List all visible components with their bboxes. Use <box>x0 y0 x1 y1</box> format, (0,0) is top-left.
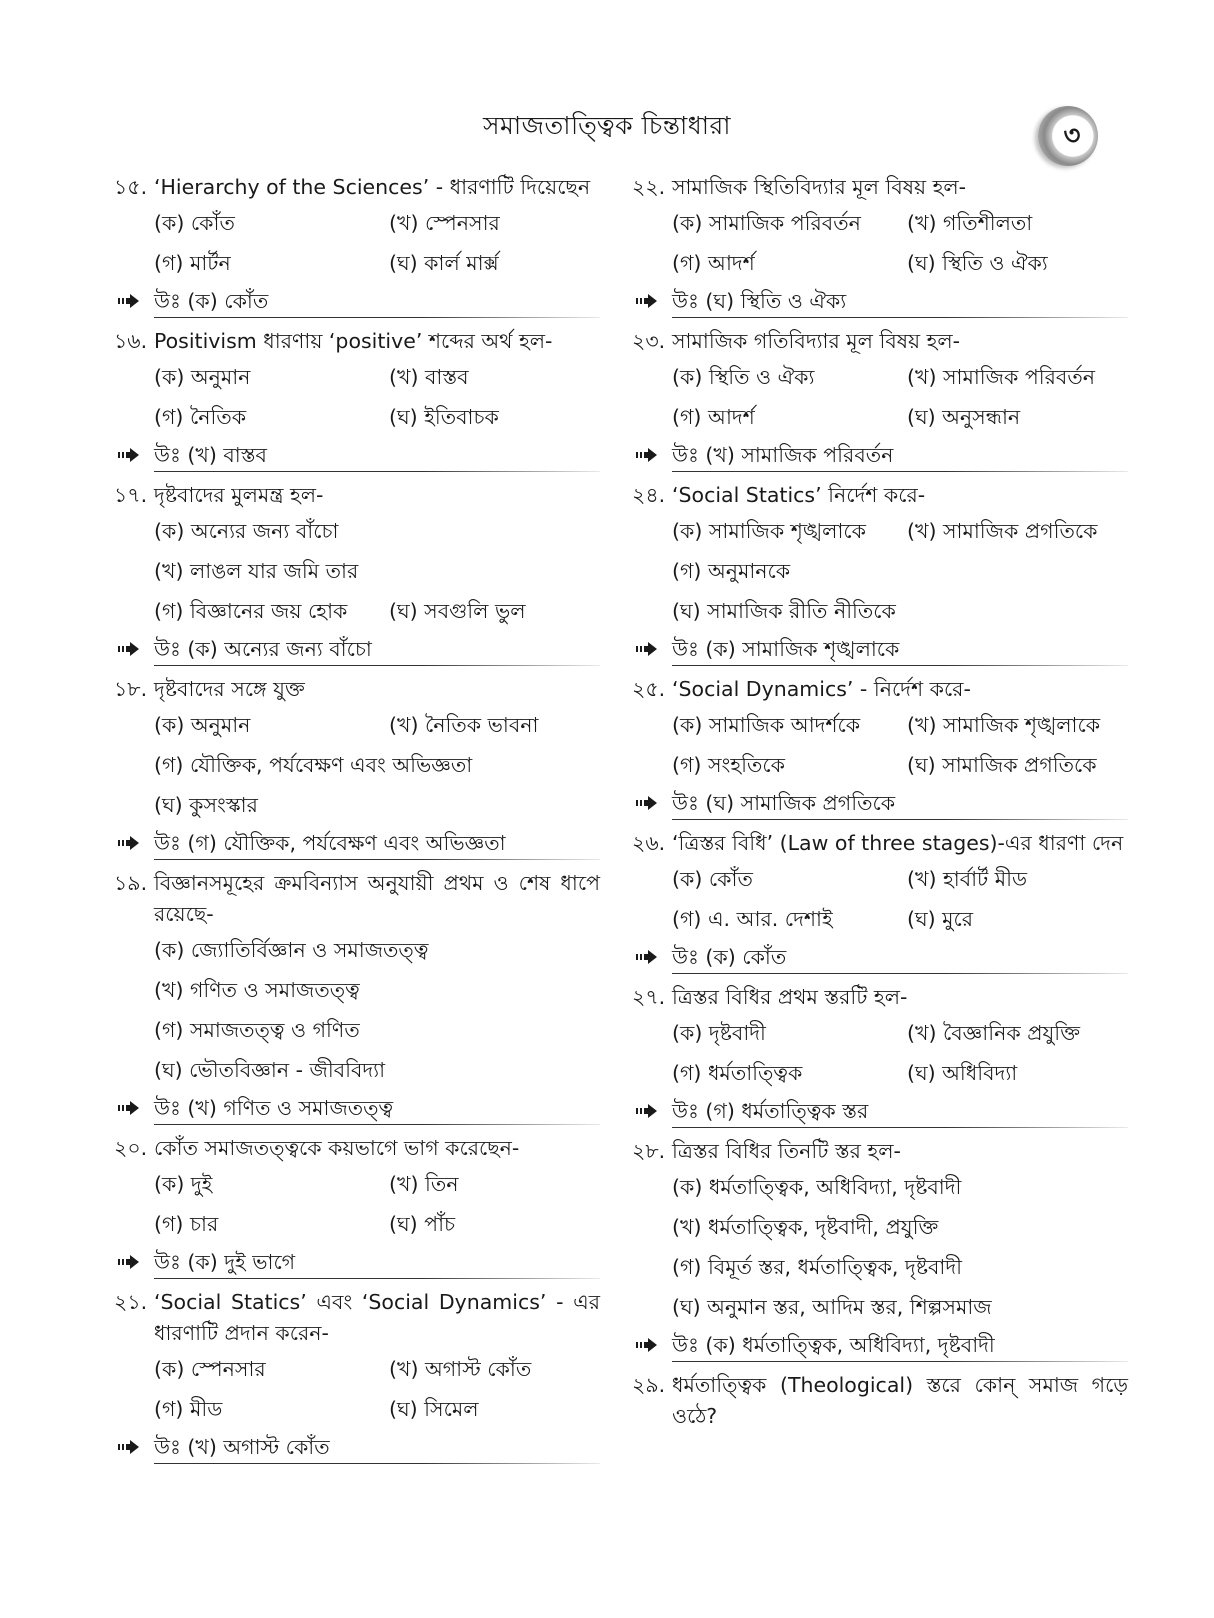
option: (গ) মার্টন <box>154 251 231 275</box>
option: (ক) সামাজিক আদর্শকে <box>672 713 861 737</box>
question-text: ‘Social Statics’ নির্দেশ করে- <box>672 483 926 507</box>
answer-text: উঃ (ক) কোঁত <box>154 286 600 318</box>
question-number: ২৮. <box>632 1139 666 1163</box>
option-row <box>672 859 1128 899</box>
options-list <box>114 1164 600 1244</box>
option-row <box>672 899 1128 939</box>
option: (খ) ধর্মতাত্ত্বিক, দৃষ্টবাদী, প্রযুক্তি <box>672 1215 939 1239</box>
arrow-icon <box>118 1254 140 1270</box>
question-number: ২৩. <box>632 329 666 353</box>
question-item <box>114 322 600 476</box>
question-text: ত্রিস্তর বিধির তিনটি স্তর হল- <box>672 1139 901 1163</box>
answer-text: উঃ (ঘ) সামাজিক প্রগতিকে <box>672 788 1128 820</box>
question-stem <box>632 978 1128 1013</box>
option: (খ) সামাজিক পরিবর্তন <box>907 365 1095 389</box>
answer-line <box>632 437 1128 476</box>
question-text: ‘Social Dynamics’ - নির্দেশ করে- <box>672 677 971 701</box>
arrow-icon <box>636 447 658 463</box>
option: (গ) ধর্মতাত্ত্বিক <box>672 1061 803 1085</box>
options-list <box>632 203 1128 283</box>
option-row <box>672 1013 1128 1053</box>
question-stem <box>632 322 1128 357</box>
answer-text: উঃ (ক) সামাজিক শৃঙ্খলাকে <box>672 634 1128 666</box>
answer-text: উঃ (ক) অন্যের জন্য বাঁচো <box>154 634 600 666</box>
option: (ক) অনুমান <box>154 713 251 737</box>
question-text: কোঁত সমাজতত্ত্বকে কয়ভাগে ভাগ করেছেন- <box>154 1136 520 1160</box>
question-number: ২৬. <box>632 831 666 855</box>
option: (খ) গণিত ও সমাজতত্ত্ব <box>154 978 360 1002</box>
question-number: ২০. <box>114 1136 148 1160</box>
option-row <box>154 1349 600 1389</box>
option-row <box>154 1010 600 1050</box>
question-stem <box>114 168 600 203</box>
page-number: ৩ <box>1063 121 1081 151</box>
question-stem <box>114 864 600 930</box>
option: (ঘ) সামাজিক প্রগতিকে <box>907 753 1097 777</box>
question-stem <box>114 476 600 511</box>
answer-text: উঃ (ক) ধর্মতাত্ত্বিক, অধিবিদ্যা, দৃষ্টবাদী <box>672 1330 1128 1362</box>
answer-text: উঃ (খ) অগাস্ট কোঁত <box>154 1432 600 1464</box>
question-stem <box>114 1283 600 1349</box>
answer-line <box>632 283 1128 322</box>
question-item <box>114 168 600 322</box>
options-list <box>114 1349 600 1429</box>
question-item <box>114 1129 600 1283</box>
answer-text: উঃ (খ) গণিত ও সমাজতত্ত্ব <box>154 1093 600 1125</box>
question-item <box>632 168 1128 322</box>
option: (ঘ) ইতিবাচক <box>389 405 499 429</box>
option: (খ) হার্বার্ট মীড <box>907 867 1028 891</box>
question-number: ২১. <box>114 1290 148 1314</box>
arrow-icon <box>636 795 658 811</box>
option: (ঘ) পাঁচ <box>389 1212 456 1236</box>
question-item <box>632 322 1128 476</box>
arrow-icon <box>636 1337 658 1353</box>
question-number: ১৮. <box>114 677 148 701</box>
question-text: ‘ত্রিস্তর বিধি’ (Law of three stages)-এর ধারণা দেন <box>672 831 1124 855</box>
question-number: ২৭. <box>632 985 666 1009</box>
option-row <box>154 203 600 243</box>
question-number: ১৬. <box>114 329 148 353</box>
answer-text: উঃ (খ) সামাজিক পরিবর্তন <box>672 440 1128 472</box>
option-row <box>672 1247 1128 1287</box>
options-list <box>632 357 1128 437</box>
answer-text: উঃ (গ) যৌক্তিক, পর্যবেক্ষণ এবং অভিজ্ঞতা <box>154 828 600 860</box>
option: (খ) অগাস্ট কোঁত <box>389 1357 532 1381</box>
answer-text: উঃ (ঘ) স্থিতি ও ঐক্য <box>672 286 1128 318</box>
question-item <box>632 670 1128 824</box>
option-row <box>154 1389 600 1429</box>
option-row <box>154 1050 600 1090</box>
option: (ক) অনুমান <box>154 365 251 389</box>
question-item <box>632 1132 1128 1366</box>
arrow-icon <box>636 641 658 657</box>
option: (খ) বাস্তব <box>389 365 469 389</box>
option: (খ) তিন <box>389 1172 459 1196</box>
option-row <box>672 1167 1128 1207</box>
option: (ঘ) সামাজিক রীতি নীতিকে <box>672 599 896 623</box>
options-list <box>632 859 1128 939</box>
option: (খ) বৈজ্ঞানিক প্রযুক্তি <box>907 1021 1081 1045</box>
question-text: বিজ্ঞানসমূহের ক্রমবিন্যাস অনুযায়ী প্রথম ও শেষ ধাপে রয়েছে- <box>154 871 600 926</box>
option: (ঘ) অধিবিদ্যা <box>907 1061 1018 1085</box>
option: (খ) সামাজিক প্রগতিকে <box>907 519 1098 543</box>
arrow-icon <box>118 641 140 657</box>
answer-line <box>114 631 600 670</box>
option-row <box>154 970 600 1010</box>
question-item <box>632 978 1128 1132</box>
option: (গ) মীড <box>154 1397 223 1421</box>
question-stem <box>632 168 1128 203</box>
option: (ঘ) স্থিতি ও ঐক্য <box>907 251 1048 275</box>
running-title: সমাজতাত্ত্বিক চিন্তাধারা <box>482 111 732 140</box>
page-number-badge <box>1038 106 1098 166</box>
option: (খ) লাঙল যার জমি তার <box>154 559 359 583</box>
option-row <box>154 705 600 745</box>
option-row <box>154 930 600 970</box>
options-list <box>114 203 600 283</box>
option-row <box>154 511 600 551</box>
option: (ক) স্থিতি ও ঐক্য <box>672 365 815 389</box>
question-stem <box>114 670 600 705</box>
answer-text: উঃ (খ) বাস্তব <box>154 440 600 472</box>
question-item <box>632 824 1128 978</box>
options-list <box>114 511 600 631</box>
answer-line <box>114 825 600 864</box>
option-row <box>672 591 1128 631</box>
arrow-icon <box>118 1100 140 1116</box>
option: (গ) যৌক্তিক, পর্যবেক্ষণ এবং অভিজ্ঞতা <box>154 753 473 777</box>
question-text: সামাজিক গতিবিদ্যার মূল বিষয় হল- <box>672 329 961 353</box>
question-number: ১৭. <box>114 483 148 507</box>
question-text: ‘Hierarchy of the Sciences’ - ধারণাটি দিয়েছেন <box>154 175 591 199</box>
option-row <box>154 551 600 591</box>
question-number: ১৯. <box>114 871 148 895</box>
option: (ক) সামাজিক পরিবর্তন <box>672 211 861 235</box>
arrow-icon <box>118 835 140 851</box>
option: (গ) চার <box>154 1212 219 1236</box>
question-stem <box>632 670 1128 705</box>
option: (ক) জ্যোতির্বিজ্ঞান ও সমাজতত্ত্ব <box>154 938 429 962</box>
arrow-icon <box>118 1439 140 1455</box>
question-number: ২৪. <box>632 483 666 507</box>
answer-line <box>114 437 600 476</box>
option: (ক) ধর্মতাত্ত্বিক, অধিবিদ্যা, দৃষ্টবাদী <box>672 1175 962 1199</box>
answer-line <box>114 1429 600 1468</box>
arrow-icon <box>636 949 658 965</box>
arrow-icon <box>118 293 140 309</box>
option: (ক) দুই <box>154 1172 213 1196</box>
option: (গ) বিজ্ঞানের জয় হোক <box>154 599 348 623</box>
options-list <box>114 357 600 437</box>
option: (ঘ) সিমেল <box>389 1397 479 1421</box>
right-column <box>632 168 1128 1432</box>
option: (ঘ) সবগুলি ভুল <box>389 599 526 623</box>
arrow-icon <box>636 293 658 309</box>
question-stem <box>632 824 1128 859</box>
options-list <box>632 511 1128 631</box>
question-item <box>114 476 600 670</box>
option-row <box>154 785 600 825</box>
option: (ক) স্পেনসার <box>154 1357 266 1381</box>
option-row <box>672 397 1128 437</box>
options-list <box>632 705 1128 785</box>
question-stem <box>114 1129 600 1164</box>
question-text: দৃষ্টবাদের মুলমন্ত্র হল- <box>154 483 324 507</box>
option-row <box>154 243 600 283</box>
option: (গ) সংহতিকে <box>672 753 785 777</box>
answer-line <box>632 939 1128 978</box>
option-row <box>672 705 1128 745</box>
option: (ক) কোঁত <box>672 867 753 891</box>
answer-line <box>632 1093 1128 1132</box>
question-number: ২৯. <box>632 1373 666 1397</box>
options-list <box>114 930 600 1090</box>
answer-line <box>632 785 1128 824</box>
question-item <box>114 1283 600 1468</box>
question-text: সামাজিক স্থিতিবিদ্যার মূল বিষয় হল- <box>672 175 967 199</box>
option: (গ) এ. আর. দেশাই <box>672 907 833 931</box>
options-list <box>632 1013 1128 1093</box>
option: (ক) কোঁত <box>154 211 235 235</box>
answer-line <box>632 631 1128 670</box>
option-row <box>672 511 1128 551</box>
option: (ক) দৃষ্টবাদী <box>672 1021 766 1045</box>
answer-line <box>114 1244 600 1283</box>
option-row <box>154 1164 600 1204</box>
question-number: ১৫. <box>114 175 148 199</box>
option-row <box>672 357 1128 397</box>
question-number: ২২. <box>632 175 666 199</box>
option-row <box>154 397 600 437</box>
option: (গ) অনুমানকে <box>672 559 791 583</box>
option: (ঘ) অনুসন্ধান <box>907 405 1021 429</box>
page-header <box>0 98 1214 158</box>
answer-line <box>114 1090 600 1129</box>
question-item <box>632 1366 1128 1432</box>
question-stem <box>632 1366 1128 1432</box>
option-row <box>154 745 600 785</box>
option-row <box>154 591 600 631</box>
answer-text: উঃ (ক) কোঁত <box>672 942 1128 974</box>
question-text: ‘Social Statics’ এবং ‘Social Dynamics’ - এর ধারণাটি প্রদান করেন- <box>154 1290 600 1345</box>
question-item <box>114 670 600 864</box>
option: (ঘ) মুরে <box>907 907 974 931</box>
options-list <box>114 705 600 825</box>
option: (ক) সামাজিক শৃঙ্খলাকে <box>672 519 866 543</box>
option-row <box>154 357 600 397</box>
option: (গ) নৈতিক <box>154 405 247 429</box>
option: (ক) অন্যের জন্য বাঁচো <box>154 519 339 543</box>
options-list <box>632 1167 1128 1327</box>
option-row <box>672 243 1128 283</box>
answer-text: উঃ (ক) দুই ভাগে <box>154 1247 600 1279</box>
question-text: ধর্মতাত্ত্বিক (Theological) স্তরে কোন্ সমাজ গড়ে ওঠে? <box>672 1373 1128 1428</box>
question-stem <box>632 1132 1128 1167</box>
option-row <box>672 1053 1128 1093</box>
question-item <box>114 864 600 1129</box>
option-row <box>672 203 1128 243</box>
option: (খ) স্পেনসার <box>389 211 500 235</box>
option: (গ) আদর্শ <box>672 405 755 429</box>
left-column <box>114 168 600 1468</box>
question-text: দৃষ্টবাদের সঙ্গে যুক্ত <box>154 677 305 701</box>
option: (গ) বিমূর্ত স্তর, ধর্মতাত্ত্বিক, দৃষ্টবাদী <box>672 1255 963 1279</box>
option: (খ) নৈতিক ভাবনা <box>389 713 539 737</box>
option: (গ) সমাজতত্ত্ব ও গণিত <box>154 1018 360 1042</box>
answer-text: উঃ (গ) ধর্মতাত্ত্বিক স্তর <box>672 1096 1128 1128</box>
question-item <box>632 476 1128 670</box>
option-row <box>672 1287 1128 1327</box>
option-row <box>672 745 1128 785</box>
answer-line <box>114 283 600 322</box>
question-text: Positivism ধারণায় ‘positive’ শব্দের অর্থ হল- <box>154 329 553 353</box>
question-text: ত্রিস্তর বিধির প্রথম স্তরটি হল- <box>672 985 908 1009</box>
option-row <box>154 1204 600 1244</box>
option-row <box>672 551 1128 591</box>
question-number: ২৫. <box>632 677 666 701</box>
option: (ঘ) অনুমান স্তর, আদিম স্তর, শিল্পসমাজ <box>672 1295 992 1319</box>
option-row <box>672 1207 1128 1247</box>
arrow-icon <box>118 447 140 463</box>
question-stem <box>114 322 600 357</box>
option: (ঘ) কুসংস্কার <box>154 793 258 817</box>
option: (খ) সামাজিক শৃঙ্খলাকে <box>907 713 1101 737</box>
option: (খ) গতিশীলতা <box>907 211 1033 235</box>
option: (ঘ) ভৌতবিজ্ঞান - জীববিদ্যা <box>154 1058 386 1082</box>
question-stem <box>632 476 1128 511</box>
option: (গ) আদর্শ <box>672 251 755 275</box>
answer-line <box>632 1327 1128 1366</box>
arrow-icon <box>636 1103 658 1119</box>
option: (ঘ) কার্ল মার্ক্স <box>389 251 499 275</box>
